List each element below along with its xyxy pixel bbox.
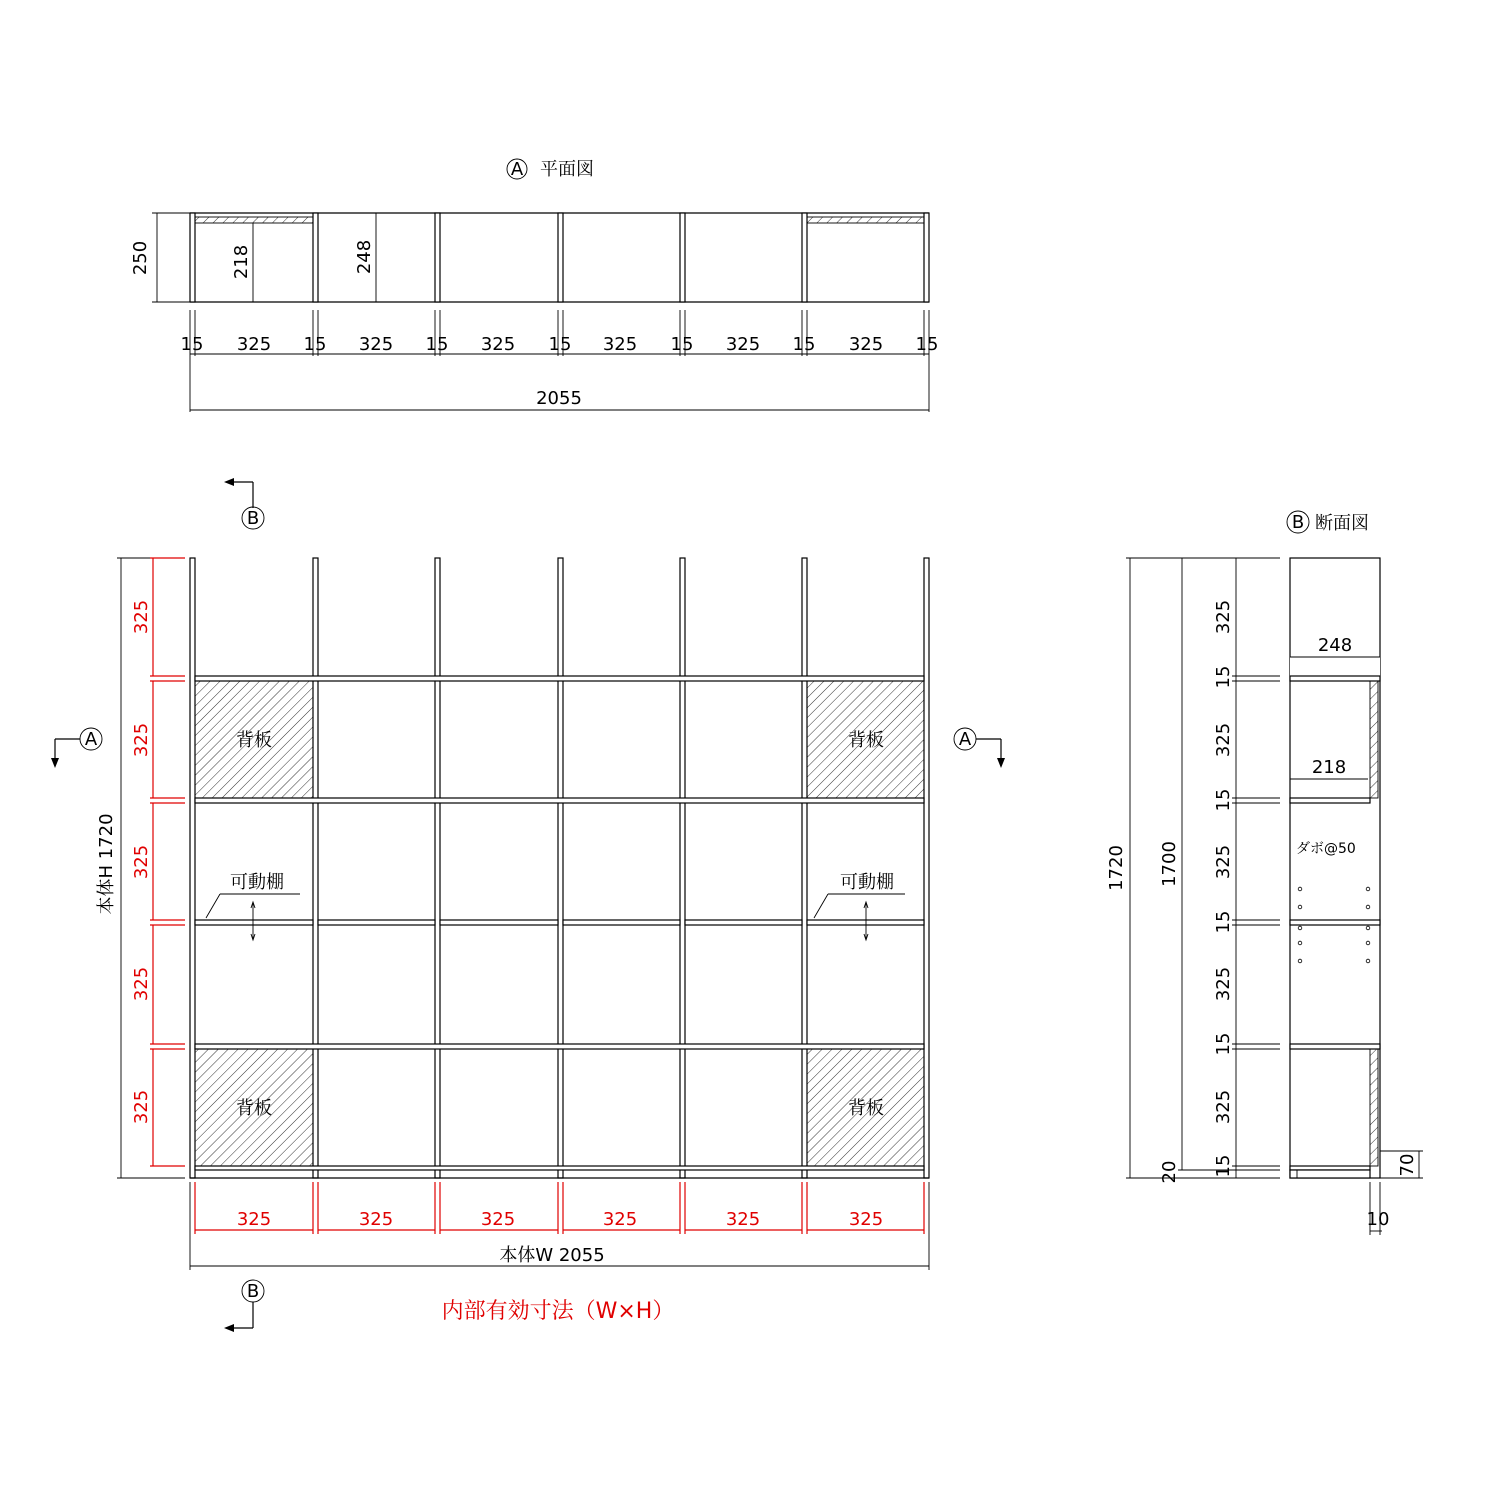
section-marker: B bbox=[1291, 512, 1305, 533]
plan-marker-left bbox=[51, 728, 102, 768]
svg-text:325: 325 bbox=[236, 1209, 272, 1230]
svg-text:15: 15 bbox=[548, 334, 572, 355]
svg-text:可動棚: 可動棚 bbox=[840, 872, 894, 893]
plan-panels bbox=[190, 213, 929, 302]
section-dim-248: 248 bbox=[1317, 635, 1353, 656]
internal-width-dims bbox=[195, 1182, 924, 1234]
svg-text:15: 15 bbox=[303, 334, 327, 355]
svg-text:325: 325 bbox=[131, 722, 152, 758]
section-dim-lines bbox=[1126, 558, 1280, 1178]
back-panel-label: 背板 bbox=[236, 730, 272, 751]
svg-text:15: 15 bbox=[915, 334, 939, 355]
internal-height-labels bbox=[131, 600, 152, 1124]
plan-view bbox=[130, 159, 938, 412]
svg-text:325: 325 bbox=[131, 599, 152, 635]
back-panel-label: 背板 bbox=[848, 1098, 884, 1119]
svg-text:15: 15 bbox=[792, 334, 816, 355]
svg-text:325: 325 bbox=[358, 1209, 394, 1230]
section-total-height: 1720 bbox=[1106, 845, 1127, 891]
plan-dim-248: 248 bbox=[354, 239, 375, 275]
section-vertical-dims bbox=[1213, 600, 1234, 1178]
svg-text:325: 325 bbox=[358, 334, 394, 355]
plan-back-panel-left bbox=[195, 217, 313, 223]
internal-dimension-note: 内部有効寸法（W×H） bbox=[441, 1299, 675, 1324]
svg-text:A: A bbox=[958, 729, 972, 750]
plan-marker-right bbox=[954, 728, 1005, 768]
svg-text:325: 325 bbox=[1213, 599, 1234, 635]
section-dim-218: 218 bbox=[1311, 757, 1347, 778]
body-width-label: 本体W 2055 bbox=[499, 1245, 605, 1266]
svg-text:325: 325 bbox=[1213, 722, 1234, 758]
movable-shelf-note-right bbox=[814, 872, 905, 940]
svg-text:325: 325 bbox=[725, 1209, 761, 1230]
svg-text:325: 325 bbox=[848, 1209, 884, 1230]
svg-text:325: 325 bbox=[131, 844, 152, 880]
svg-text:325: 325 bbox=[1213, 966, 1234, 1002]
svg-text:15: 15 bbox=[670, 334, 694, 355]
svg-text:325: 325 bbox=[848, 334, 884, 355]
front-view bbox=[51, 478, 1005, 1332]
svg-text:15: 15 bbox=[1213, 1154, 1234, 1178]
svg-text:15: 15 bbox=[1213, 665, 1234, 689]
section-marker-bottom bbox=[224, 1280, 264, 1332]
section-view bbox=[1106, 511, 1423, 1235]
plan-title: 平面図 bbox=[540, 159, 594, 180]
svg-text:可動棚: 可動棚 bbox=[230, 872, 284, 893]
svg-text:15: 15 bbox=[180, 334, 204, 355]
section-base-height: 20 bbox=[1159, 1160, 1180, 1184]
svg-text:325: 325 bbox=[131, 966, 152, 1002]
kick-height: 70 bbox=[1397, 1153, 1418, 1177]
movable-shelf-note-left bbox=[206, 872, 300, 940]
svg-text:325: 325 bbox=[131, 1089, 152, 1125]
svg-text:15: 15 bbox=[1213, 910, 1234, 934]
svg-text:325: 325 bbox=[725, 334, 761, 355]
body-height-label: 本体H 1720 bbox=[96, 813, 117, 915]
dowel-note: ダボ@50 bbox=[1296, 841, 1356, 857]
plan-marker: A bbox=[510, 159, 524, 180]
svg-text:15: 15 bbox=[1213, 788, 1234, 812]
svg-text:325: 325 bbox=[1213, 844, 1234, 880]
plan-depth: 250 bbox=[130, 240, 151, 276]
svg-text:325: 325 bbox=[480, 1209, 516, 1230]
section-inner-height: 1700 bbox=[1159, 841, 1180, 887]
svg-text:A: A bbox=[84, 729, 98, 750]
internal-width-labels bbox=[237, 1209, 883, 1230]
svg-text:B: B bbox=[246, 508, 260, 529]
section-back-panel-bottom bbox=[1370, 1049, 1378, 1166]
inset-label: 10 bbox=[1366, 1209, 1390, 1230]
svg-text:325: 325 bbox=[480, 334, 516, 355]
plan-total-width: 2055 bbox=[536, 388, 582, 409]
back-panel-label: 背板 bbox=[848, 730, 884, 751]
section-plinth bbox=[1290, 1170, 1370, 1178]
section-title: 断面図 bbox=[1315, 513, 1369, 534]
svg-text:15: 15 bbox=[425, 334, 449, 355]
svg-text:325: 325 bbox=[1213, 1089, 1234, 1125]
back-panel-label: 背板 bbox=[236, 1098, 272, 1119]
plan-dim-labels bbox=[181, 334, 939, 355]
svg-text:325: 325 bbox=[236, 334, 272, 355]
section-marker-top bbox=[224, 478, 264, 529]
plan-dim-218: 218 bbox=[231, 244, 252, 280]
svg-text:15: 15 bbox=[1213, 1032, 1234, 1056]
svg-text:B: B bbox=[246, 1281, 260, 1302]
plan-back-panel-right bbox=[807, 217, 924, 223]
section-back-panel-top bbox=[1370, 681, 1378, 798]
svg-text:325: 325 bbox=[602, 334, 638, 355]
svg-text:325: 325 bbox=[602, 1209, 638, 1230]
internal-height-dims bbox=[150, 558, 185, 1166]
